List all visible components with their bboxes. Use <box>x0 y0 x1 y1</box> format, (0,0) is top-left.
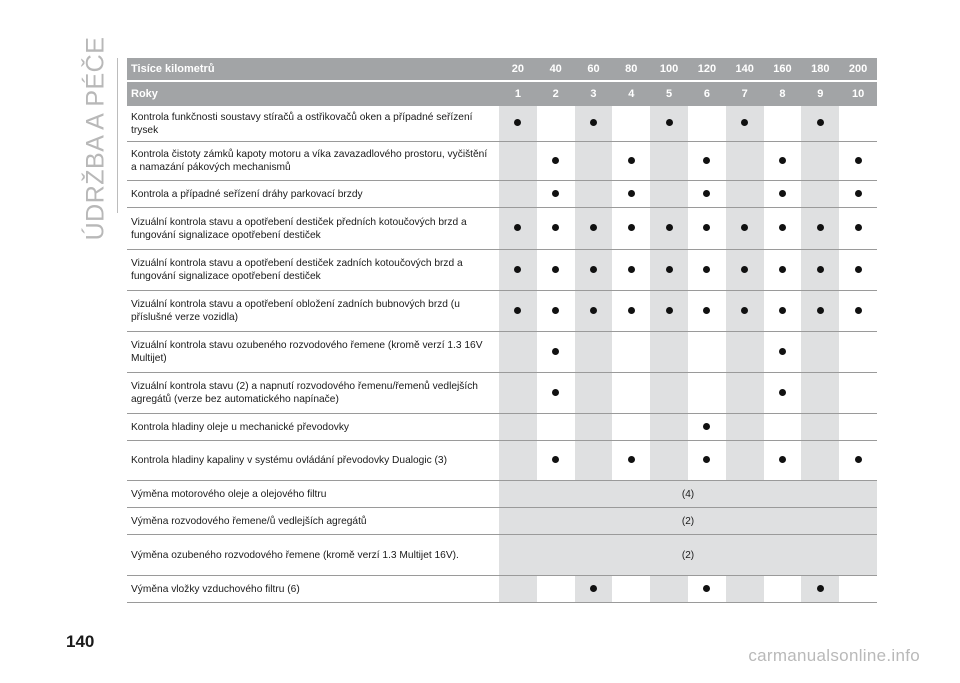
schedule-row-label: Kontrola a případné seřízení dráhy parkovací brzdy <box>127 181 499 208</box>
check-dot-icon <box>817 585 824 592</box>
schedule-row <box>127 332 877 373</box>
schedule-cell <box>612 291 650 332</box>
check-dot-icon <box>703 423 710 430</box>
schedule-cell <box>650 373 688 414</box>
schedule-row-note: (2) <box>499 508 877 535</box>
schedule-cell <box>726 250 764 291</box>
schedule-cell <box>650 441 688 481</box>
km-header-row <box>127 58 877 82</box>
maintenance-schedule-table <box>127 58 877 603</box>
km-header-cell: 140 <box>726 58 764 82</box>
check-dot-icon <box>590 119 597 126</box>
schedule-cell <box>839 142 877 181</box>
check-dot-icon <box>514 307 521 314</box>
section-title-text: ÚDRŽBA A PÉČE <box>81 36 110 240</box>
schedule-row-label: Vizuální kontrola stavu a opotřebení destiček zadních kotoučových brzd a fungování signalizace opotřebení destiček <box>127 250 499 291</box>
schedule-cell <box>650 576 688 603</box>
year-header-cell: 4 <box>612 82 650 106</box>
schedule-cell <box>726 332 764 373</box>
schedule-row <box>127 441 877 481</box>
schedule-cell <box>499 332 537 373</box>
schedule-cell <box>801 414 839 441</box>
schedule-row-label: Výměna motorového oleje a olejového filtru <box>127 481 499 508</box>
check-dot-icon <box>514 224 521 231</box>
schedule-cell <box>764 373 802 414</box>
check-dot-icon <box>855 157 862 164</box>
schedule-row <box>127 576 877 603</box>
schedule-cell <box>537 250 575 291</box>
schedule-row-label: Kontrola čistoty zámků kapoty motoru a víka zavazadlového prostoru, vyčištění a namazání pákových mechanismů <box>127 142 499 181</box>
year-header-cell: 1 <box>499 82 537 106</box>
check-dot-icon <box>628 224 635 231</box>
schedule-cell <box>575 576 613 603</box>
check-dot-icon <box>779 157 786 164</box>
check-dot-icon <box>590 266 597 273</box>
schedule-cell <box>688 142 726 181</box>
schedule-row <box>127 508 877 535</box>
schedule-cell <box>612 441 650 481</box>
schedule-cell <box>839 414 877 441</box>
schedule-cell <box>688 181 726 208</box>
km-header-cell: 20 <box>499 58 537 82</box>
schedule-cell <box>688 250 726 291</box>
schedule-cell <box>764 332 802 373</box>
schedule-cell <box>650 332 688 373</box>
schedule-row-label: Výměna rozvodového řemene/ů vedlejších agregátů <box>127 508 499 535</box>
schedule-cell <box>537 373 575 414</box>
check-dot-icon <box>552 266 559 273</box>
schedule-cell <box>801 332 839 373</box>
schedule-cell <box>537 332 575 373</box>
check-dot-icon <box>590 224 597 231</box>
schedule-row-note: (2) <box>499 535 877 576</box>
schedule-row-note: (4) <box>499 481 877 508</box>
check-dot-icon <box>817 307 824 314</box>
schedule-row-label: Výměna ozubeného rozvodového řemene (kromě verzí 1.3 Multijet 16V). <box>127 535 499 576</box>
schedule-cell <box>764 106 802 142</box>
check-dot-icon <box>628 266 635 273</box>
check-dot-icon <box>741 266 748 273</box>
check-dot-icon <box>779 307 786 314</box>
check-dot-icon <box>552 456 559 463</box>
schedule-row <box>127 291 877 332</box>
schedule-cell <box>839 441 877 481</box>
check-dot-icon <box>817 266 824 273</box>
schedule-row-label: Kontrola hladiny kapaliny v systému ovládání převodovky Dualogic (3) <box>127 441 499 481</box>
schedule-cell <box>839 373 877 414</box>
check-dot-icon <box>514 266 521 273</box>
schedule-cell <box>839 291 877 332</box>
check-dot-icon <box>590 307 597 314</box>
schedule-cell <box>499 414 537 441</box>
schedule-cell <box>801 181 839 208</box>
schedule-row-label: Vizuální kontrola stavu a opotřebení destiček předních kotoučových brzd a fungování signalizace opotřebení destiček <box>127 208 499 250</box>
schedule-cell <box>839 332 877 373</box>
check-dot-icon <box>552 157 559 164</box>
check-dot-icon <box>741 307 748 314</box>
schedule-cell <box>612 208 650 250</box>
schedule-row <box>127 481 877 508</box>
schedule-cell <box>612 373 650 414</box>
schedule-cell <box>726 106 764 142</box>
schedule-cell <box>499 373 537 414</box>
check-dot-icon <box>628 456 635 463</box>
schedule-cell <box>801 106 839 142</box>
check-dot-icon <box>855 456 862 463</box>
km-header-cell: 40 <box>537 58 575 82</box>
year-header-cell: 8 <box>764 82 802 106</box>
schedule-cell <box>575 181 613 208</box>
schedule-row-label: Kontrola funkčnosti soustavy stíračů a ostřikovačů oken a případné seřízení trysek <box>127 106 499 142</box>
schedule-row <box>127 142 877 181</box>
schedule-cell <box>499 142 537 181</box>
check-dot-icon <box>703 307 710 314</box>
schedule-cell <box>612 106 650 142</box>
km-header-cell: 160 <box>764 58 802 82</box>
check-dot-icon <box>703 266 710 273</box>
schedule-cell <box>612 576 650 603</box>
year-header-cell: 6 <box>688 82 726 106</box>
check-dot-icon <box>855 224 862 231</box>
schedule-cell <box>801 250 839 291</box>
schedule-row-label: Vizuální kontrola stavu (2) a napnutí rozvodového řemenu/řemenů vedlejších agregátů (verze bez automatického napínače) <box>127 373 499 414</box>
schedule-cell <box>612 332 650 373</box>
watermark: carmanualsonline.info <box>748 646 920 665</box>
schedule-cell <box>764 142 802 181</box>
year-header-cell: 10 <box>839 82 877 106</box>
schedule-cell <box>688 373 726 414</box>
schedule-cell <box>801 576 839 603</box>
check-dot-icon <box>628 157 635 164</box>
check-dot-icon <box>666 266 673 273</box>
schedule-cell <box>499 441 537 481</box>
schedule-cell <box>839 576 877 603</box>
schedule-cell <box>575 414 613 441</box>
schedule-row <box>127 208 877 250</box>
check-dot-icon <box>779 266 786 273</box>
check-dot-icon <box>552 224 559 231</box>
schedule-cell <box>764 414 802 441</box>
check-dot-icon <box>703 456 710 463</box>
schedule-cell <box>801 441 839 481</box>
schedule-cell <box>726 441 764 481</box>
schedule-cell <box>537 142 575 181</box>
check-dot-icon <box>666 307 673 314</box>
schedule-cell <box>650 142 688 181</box>
schedule-cell <box>537 414 575 441</box>
check-dot-icon <box>741 224 748 231</box>
schedule-row <box>127 414 877 441</box>
schedule-cell <box>839 106 877 142</box>
schedule-cell <box>537 441 575 481</box>
schedule-cell <box>575 332 613 373</box>
schedule-cell <box>726 576 764 603</box>
schedule-cell <box>575 106 613 142</box>
schedule-cell <box>650 208 688 250</box>
km-header-cell: 100 <box>650 58 688 82</box>
schedule-cell <box>612 414 650 441</box>
check-dot-icon <box>666 224 673 231</box>
schedule-cell <box>537 291 575 332</box>
schedule-cell <box>726 208 764 250</box>
check-dot-icon <box>817 119 824 126</box>
schedule-cell <box>726 414 764 441</box>
schedule-cell <box>764 441 802 481</box>
schedule-cell <box>575 373 613 414</box>
schedule-cell <box>688 576 726 603</box>
schedule-cell <box>688 291 726 332</box>
schedule-cell <box>801 208 839 250</box>
check-dot-icon <box>514 119 521 126</box>
schedule-cell <box>537 106 575 142</box>
check-dot-icon <box>703 585 710 592</box>
year-header-cell: 5 <box>650 82 688 106</box>
check-dot-icon <box>552 389 559 396</box>
schedule-cell <box>764 291 802 332</box>
check-dot-icon <box>855 266 862 273</box>
check-dot-icon <box>817 224 824 231</box>
schedule-cell <box>839 250 877 291</box>
check-dot-icon <box>779 224 786 231</box>
year-header-cell: 3 <box>575 82 613 106</box>
year-header-cell: 2 <box>537 82 575 106</box>
schedule-cell <box>801 373 839 414</box>
section-divider <box>117 58 118 213</box>
schedule-cell <box>612 181 650 208</box>
schedule-cell <box>537 576 575 603</box>
check-dot-icon <box>590 585 597 592</box>
schedule-cell <box>575 208 613 250</box>
schedule-row <box>127 373 877 414</box>
schedule-row <box>127 106 877 142</box>
schedule-cell <box>612 142 650 181</box>
schedule-cell <box>688 332 726 373</box>
schedule-cell <box>764 208 802 250</box>
schedule-cell <box>499 181 537 208</box>
schedule-cell <box>499 106 537 142</box>
page-number: 140 <box>66 632 95 651</box>
check-dot-icon <box>552 348 559 355</box>
schedule-cell <box>801 291 839 332</box>
schedule-cell <box>499 291 537 332</box>
schedule-row <box>127 535 877 576</box>
check-dot-icon <box>779 389 786 396</box>
schedule-cell <box>688 414 726 441</box>
schedule-cell <box>839 208 877 250</box>
schedule-cell <box>650 250 688 291</box>
km-header-label: Tisíce kilometrů <box>127 58 499 82</box>
km-header-cell: 180 <box>801 58 839 82</box>
check-dot-icon <box>741 119 748 126</box>
schedule-cell <box>575 441 613 481</box>
schedule-cell <box>575 142 613 181</box>
km-header-cell: 80 <box>612 58 650 82</box>
km-header-cell: 60 <box>575 58 613 82</box>
schedule-row-label: Kontrola hladiny oleje u mechanické převodovky <box>127 414 499 441</box>
schedule-cell <box>499 208 537 250</box>
check-dot-icon <box>779 190 786 197</box>
schedule-cell <box>726 181 764 208</box>
check-dot-icon <box>703 224 710 231</box>
schedule-cell <box>650 414 688 441</box>
schedule-cell <box>839 181 877 208</box>
schedule-row <box>127 181 877 208</box>
schedule-cell <box>650 106 688 142</box>
schedule-cell <box>764 576 802 603</box>
check-dot-icon <box>552 307 559 314</box>
year-header-cell: 9 <box>801 82 839 106</box>
check-dot-icon <box>703 190 710 197</box>
check-dot-icon <box>855 307 862 314</box>
schedule-cell <box>499 576 537 603</box>
check-dot-icon <box>703 157 710 164</box>
check-dot-icon <box>779 348 786 355</box>
check-dot-icon <box>666 119 673 126</box>
km-header-cell: 200 <box>839 58 877 82</box>
schedule-cell <box>537 208 575 250</box>
schedule-cell <box>650 181 688 208</box>
schedule-cell <box>575 291 613 332</box>
check-dot-icon <box>552 190 559 197</box>
schedule-row <box>127 250 877 291</box>
check-dot-icon <box>855 190 862 197</box>
schedule-cell <box>688 208 726 250</box>
schedule-cell <box>801 142 839 181</box>
schedule-cell <box>726 142 764 181</box>
schedule-cell <box>650 291 688 332</box>
schedule-cell <box>612 250 650 291</box>
year-header-cell: 7 <box>726 82 764 106</box>
schedule-row-label: Výměna vložky vzduchového filtru (6) <box>127 576 499 603</box>
schedule-cell <box>764 181 802 208</box>
schedule-cell <box>537 181 575 208</box>
year-header-label: Roky <box>127 82 499 106</box>
schedule-cell <box>688 106 726 142</box>
schedule-cell <box>499 250 537 291</box>
schedule-row-label: Vizuální kontrola stavu a opotřebení obložení zadních bubnových brzd (u příslušné verze vozidla) <box>127 291 499 332</box>
schedule-cell <box>726 373 764 414</box>
schedule-cell <box>575 250 613 291</box>
schedule-row-label: Vizuální kontrola stavu ozubeného rozvodového řemene (kromě verzí 1.3 16V Multijet) <box>127 332 499 373</box>
check-dot-icon <box>779 456 786 463</box>
km-header-cell: 120 <box>688 58 726 82</box>
schedule-cell <box>726 291 764 332</box>
check-dot-icon <box>628 190 635 197</box>
schedule-cell <box>764 250 802 291</box>
schedule-cell <box>688 441 726 481</box>
year-header-row <box>127 82 877 106</box>
check-dot-icon <box>628 307 635 314</box>
